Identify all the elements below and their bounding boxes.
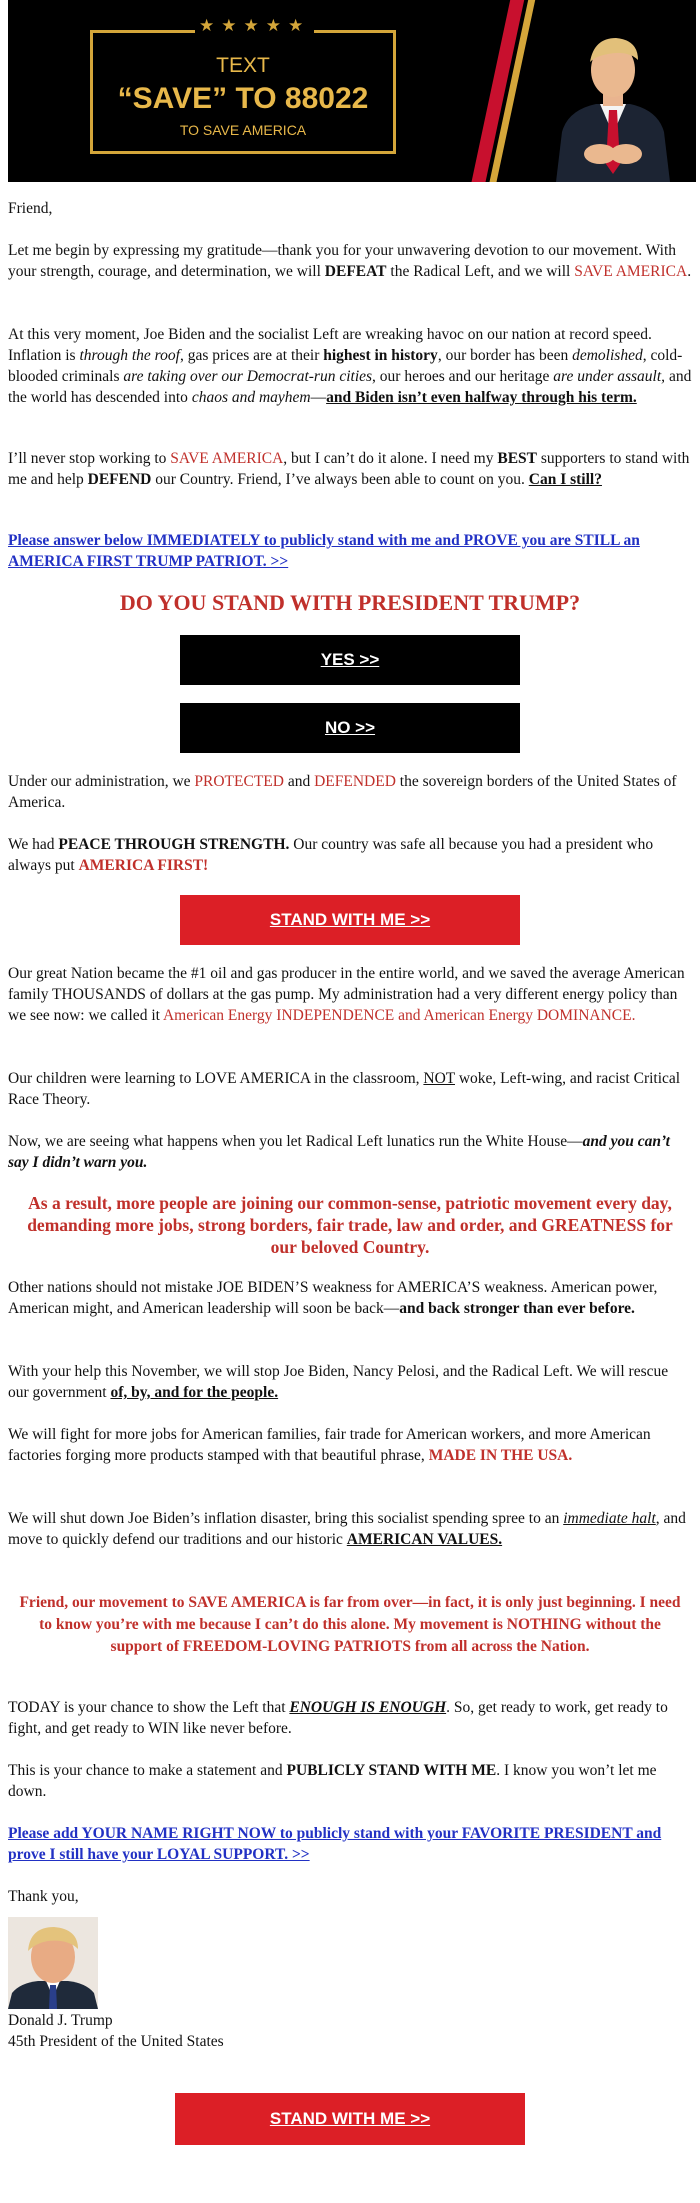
emphasis-made-in-usa: MADE IN THE USA. [428, 1447, 573, 1464]
paragraph-american-power [8, 1277, 692, 1319]
text-run: . [687, 263, 692, 280]
emphasis-independence: INDEPENDENCE and American Energy DOMINANCE. [276, 1007, 636, 1024]
text-run: . I know you won’t let me down. [8, 1762, 657, 1800]
text-run: TODAY is your chance to show the Left that [8, 1699, 290, 1716]
text-run: woke, Left-wing, and racist Critical Race Theory. [8, 1070, 681, 1108]
text-run: At this very moment, Joe Biden and the socialist Left are wreaking havoc on our nation at record speed. Inflation is [8, 326, 652, 364]
signature-photo [8, 1917, 98, 2009]
text-run: , but I can’t do it alone. I need my [283, 450, 498, 467]
text-run: , our heroes and our heritage [372, 368, 554, 385]
emphasis-didnt-warn: and you can’t say I didn’t warn you. [8, 1133, 670, 1171]
no-button[interactable]: NO >> [180, 703, 520, 753]
signature-title: 45th President of the United States [8, 2033, 224, 2050]
text-run: our Country. Friend, I’ve always been able to count on you. [151, 471, 529, 488]
callout-movement-growing: As a result, more people are joining our common-sense, patriotic movement every day, demanding more jobs, strong borders, fair trade, law and order, and GREATNESS for our beloved Country. [27, 1193, 673, 1257]
emphasis-defended: DEFENDED [314, 773, 396, 790]
emphasis-demolished: demolished [572, 347, 643, 364]
text-run: , our border has been [437, 347, 573, 364]
emphasis-of-by-for: of, by, and for the people. [110, 1384, 279, 1401]
emphasis-peace-strength: PEACE THROUGH STRENGTH. [58, 836, 290, 853]
text-run: and the world has descended into [8, 368, 692, 406]
paragraph-jobs [8, 1424, 692, 1466]
emphasis-america-first: AMERICA FIRST! [78, 857, 209, 874]
stand-with-me-button-top[interactable]: STAND WITH ME >> [180, 895, 520, 945]
paragraph-biden-havoc [8, 324, 692, 408]
text-run: , and move to quickly defend our traditions and our historic [8, 1510, 686, 1548]
banner-stars: ★★★★★ [195, 16, 314, 36]
paragraph-peace [8, 834, 692, 876]
text-run: Our great Nation became the #1 oil and gas producer in the entire world, and we saved the average American family THOUSANDS of dollars at the gas pump. My administration had a very different energy policy than we see now: we called it [8, 965, 685, 1024]
text-run: Our country was safe all because you had a president who always put [8, 836, 654, 874]
text-run: supporters to stand with me and help [8, 450, 690, 488]
paragraph-enough [8, 1697, 692, 1739]
paragraph-link-add-name [8, 1823, 692, 1865]
emphasis-assault: are under assault, [553, 368, 666, 385]
emphasis-highest-history: highest in history [323, 347, 438, 364]
paragraph-borders [8, 771, 692, 813]
yes-button[interactable]: YES >> [180, 635, 520, 685]
closing: Thank you, [8, 1888, 79, 1905]
text-run: , cold-blooded criminals [8, 347, 683, 385]
paragraph-need-supporters [8, 448, 692, 490]
text-run: With your help this November, we will stop Joe Biden, Nancy Pelosi, and the Radical Left. We will rescue our government [8, 1363, 669, 1401]
emphasis-defend: DEFEND [87, 471, 152, 488]
banner-line-save-america: TO SAVE AMERICA [179, 122, 307, 138]
trump-portrait-image [548, 14, 678, 182]
text-run: Our children were learning to LOVE AMERICA in the classroom, [8, 1070, 424, 1087]
text-run: and [283, 773, 315, 790]
stand-with-me-button-bottom[interactable]: STAND WITH ME >> [175, 2093, 525, 2145]
emphasis-stronger: and back stronger than ever before. [399, 1300, 635, 1317]
paragraph-energy [8, 963, 692, 1026]
text-run: Let me begin by expressing my gratitude—thank you for your unwavering devotion to our movement. With your strength, courage, and determination, we will [8, 242, 677, 280]
paragraph-november [8, 1361, 692, 1403]
emphasis-halfway: and Biden isn’t even halfway through his term. [326, 389, 637, 406]
emphasis-immediate-halt: immediate halt [563, 1510, 656, 1527]
text-run: the sovereign borders of the United States of America. [8, 773, 677, 811]
emphasis-not: NOT [423, 1070, 455, 1087]
paragraph-link-stand [8, 530, 692, 572]
text-run: Other nations should not mistake JOE BIDEN’S weakness for AMERICA’S weakness. American power, American might, and American leadership will soon be back— [8, 1279, 658, 1317]
callout-far-from-over: Friend, our movement to SAVE AMERICA is far from over—in fact, it is only just beginning. I need to know you’re with me because I can’t do this alone. My movement is NOTHING without the support of FREEDOM-LOVING PATRIOTS from all across the Nation. [19, 1594, 681, 1655]
paragraph-gratitude [8, 240, 692, 282]
emphasis-defeat: DEFEAT [324, 263, 387, 280]
emphasis-publicly-stand: PUBLICLY STAND WITH ME [286, 1762, 497, 1779]
text-run: , gas prices are at their [179, 347, 324, 364]
text-save-banner[interactable] [8, 0, 696, 182]
text-run: the Radical Left, and we will [386, 263, 575, 280]
paragraph-inflation [8, 1508, 692, 1550]
emphasis-best: BEST [497, 450, 537, 467]
emphasis-save-america: SAVE AMERICA [574, 263, 688, 280]
text-run: We will fight for more jobs for American families, fair trade for American workers, and more American factories forging more products stamped with that beautiful phrase, [8, 1426, 651, 1464]
text-run: We had [8, 836, 59, 853]
emphasis-protected: PROTECTED [194, 773, 284, 790]
emphasis-enough-is-enough: ENOUGH IS ENOUGH [289, 1699, 447, 1716]
text-run: We will shut down Joe Biden’s inflation disaster, bring this socialist spending spree to an [8, 1510, 564, 1527]
banner-line-text: TEXT [216, 54, 270, 77]
emphasis-through-roof: through the roof [79, 347, 180, 364]
text-run: . So, get ready to work, get ready to fight, and get ready to WIN like never before. [8, 1699, 668, 1737]
signature-name: Donald J. Trump [8, 2012, 113, 2029]
banner-line-save: “SAVE” TO 88022 [117, 82, 369, 115]
emphasis-chaos: chaos and mayhem [191, 389, 311, 406]
text-run: Under our administration, we [8, 773, 195, 790]
link-answer-immediately[interactable]: Please answer below IMMEDIATELY to publicly stand with me and PROVE you are STILL an AMERICA FIRST TRUMP PATRIOT. >> [8, 532, 640, 570]
trump-headshot-image [8, 1917, 98, 2009]
text-run: Now, we are seeing what happens when you let Radical Left lunatics run the White House— [8, 1133, 583, 1150]
text-run: This is your chance to make a statement and [8, 1762, 287, 1779]
greeting: Friend, [8, 200, 53, 217]
emphasis-can-i-still: Can I still? [528, 471, 602, 488]
paragraph-children [8, 1068, 692, 1110]
emphasis-energy: American Energy [162, 1007, 277, 1024]
paragraph-warned [8, 1131, 692, 1173]
link-add-your-name[interactable]: Please add YOUR NAME RIGHT NOW to publicly stand with your FAVORITE PRESIDENT and prove I still have your LOYAL SUPPORT. >> [8, 1825, 662, 1863]
emphasis-cities: are taking over our Democrat-run cities [123, 368, 373, 385]
text-run: — [310, 389, 327, 406]
text-run: I’ll never stop working to [8, 450, 171, 467]
emphasis-save-america: SAVE AMERICA [170, 450, 284, 467]
emphasis-american-values: AMERICAN VALUES. [346, 1531, 503, 1548]
paragraph-statement [8, 1760, 692, 1802]
question-headline: DO YOU STAND WITH PRESIDENT TRUMP? [119, 590, 581, 615]
